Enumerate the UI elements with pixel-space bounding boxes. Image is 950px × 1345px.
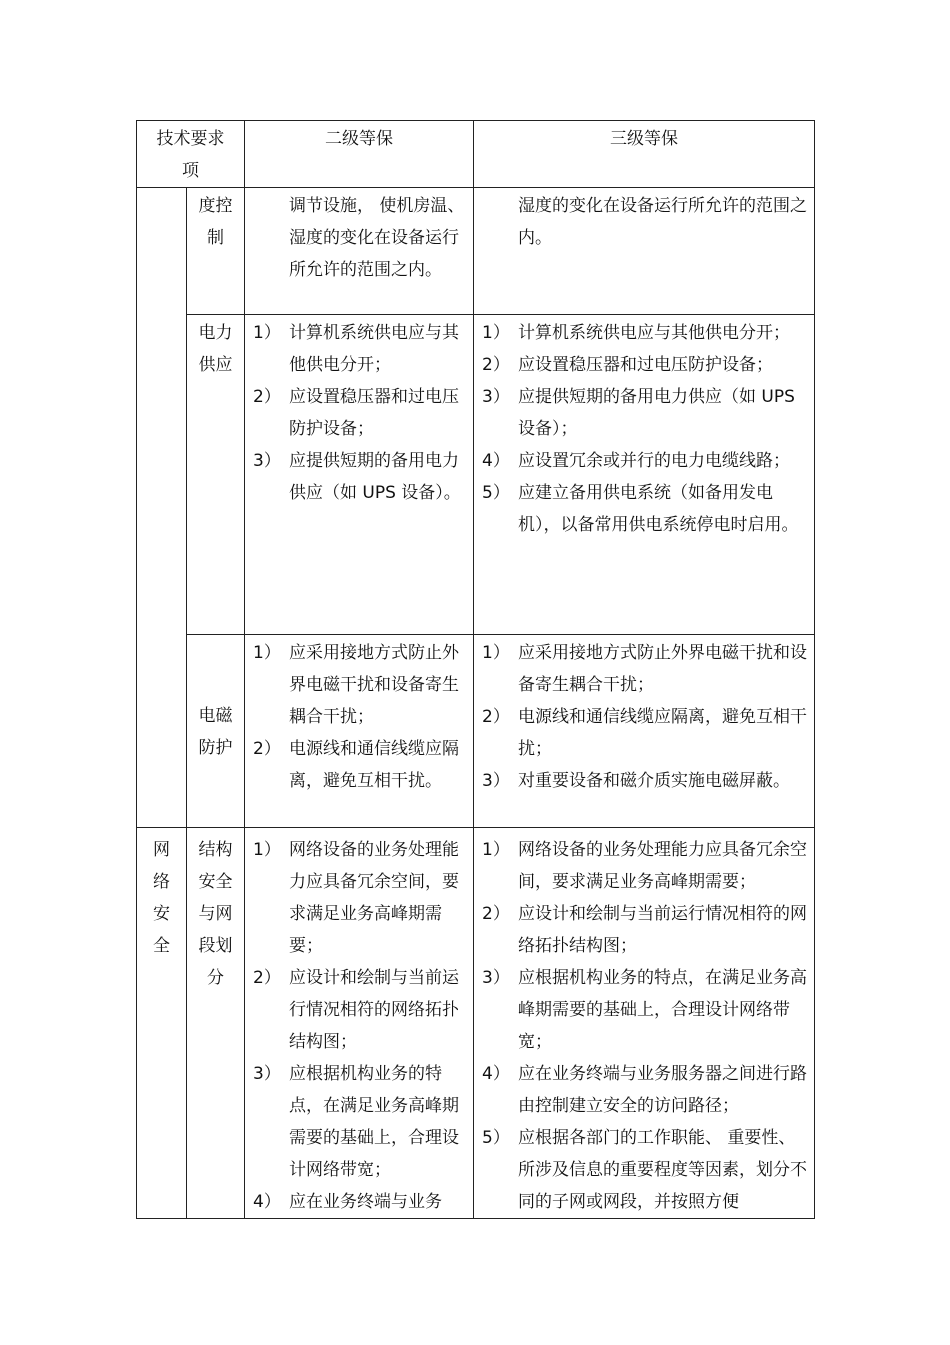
subitem-label: 电磁防护 <box>187 635 245 828</box>
list-item: 2） 电源线和通信线缆应隔离，避免互相干扰。 <box>253 739 459 791</box>
list-item: 1） 网络设备的业务处理能力应具备冗余空间，要求满足业务高峰期需要； <box>482 840 807 892</box>
table-row <box>137 188 815 315</box>
header-level2: 二级等保 <box>245 121 474 188</box>
list-item: 5） 应根据各部门的工作职能、 重要性、所涉及信息的重要程度等因素，划分不同的子网或网段，并按照方便 <box>482 1128 807 1212</box>
level3-cell <box>474 315 815 635</box>
list-item: 1） 应采用接地方式防止外界电磁干扰和设备寄生耦合干扰； <box>253 643 459 727</box>
level3-cell <box>474 828 815 1219</box>
subitem-label: 度控制 <box>187 188 245 315</box>
list-item: 4） 应在业务终端与业务 <box>253 1192 442 1212</box>
table-row <box>137 635 815 828</box>
list-item: 4） 应设置冗余或并行的电力电缆线路； <box>482 451 790 471</box>
level3-cell: 湿度的变化在设备运行所允许的范围之内。 <box>474 188 815 315</box>
subitem-label: 电力供应 <box>187 315 245 635</box>
list-item: 2） 应设置稳压器和过电压防护设备； <box>482 355 773 375</box>
list-item: 2） 电源线和通信线缆应隔离，避免互相干扰； <box>482 707 807 759</box>
table-row <box>137 828 815 1219</box>
list-item: 3） 应提供短期的备用电力供应（如 UPS 设备）； <box>482 387 795 439</box>
header-row <box>137 121 815 188</box>
list-item: 3） 应根据机构业务的特点，在满足业务高峰期需要的基础上，合理设计网络带宽； <box>482 968 807 1052</box>
level2-cell: 调节设施， 使机房温、湿度的变化在设备运行所允许的范围之内。 <box>245 188 474 315</box>
list-item: 1） 计算机系统供电应与其他供电分开； <box>482 323 790 343</box>
list-item: 1） 计算机系统供电应与其他供电分开； <box>253 323 459 375</box>
security-requirements-table <box>136 120 815 1219</box>
list-item: 3） 对重要设备和磁介质实施电磁屏蔽。 <box>482 771 790 791</box>
list-item: 4） 应在业务终端与业务服务器之间进行路由控制建立安全的访问路径； <box>482 1064 807 1116</box>
level2-cell <box>245 828 474 1219</box>
list-item: 3） 应提供短期的备用电力供应（如 UPS 设备）。 <box>253 451 461 503</box>
list-item: 5） 应建立备用供电系统（如备用发电机），以备常用供电系统停电时启用。 <box>482 483 799 535</box>
list-item: 2） 应设计和绘制与当前运行情况相符的网络拓扑结构图； <box>482 904 807 956</box>
list-item: 3） 应根据机构业务的特点，在满足业务高峰期需要的基础上，合理设计网络带宽； <box>253 1064 459 1180</box>
header-tech-req: 技术要求项 <box>137 121 245 188</box>
level3-cell <box>474 635 815 828</box>
level2-cell <box>245 635 474 828</box>
table-row <box>137 315 815 635</box>
subitem-label: 结构安全与网段划分 <box>187 828 245 1219</box>
list-item: 2） 应设置稳压器和过电压防护设备； <box>253 387 459 439</box>
level2-cell <box>245 315 474 635</box>
category-cell-empty <box>137 188 187 828</box>
header-level3: 三级等保 <box>474 121 815 188</box>
list-item: 2） 应设计和绘制与当前运行情况相符的网络拓扑结构图； <box>253 968 459 1052</box>
list-item: 1） 网络设备的业务处理能力应具备冗余空间，要求满足业务高峰期需要； <box>253 840 459 956</box>
list-item: 1） 应采用接地方式防止外界电磁干扰和设备寄生耦合干扰； <box>482 643 807 695</box>
category-network-security: 网 络 安 全 <box>137 828 187 1219</box>
